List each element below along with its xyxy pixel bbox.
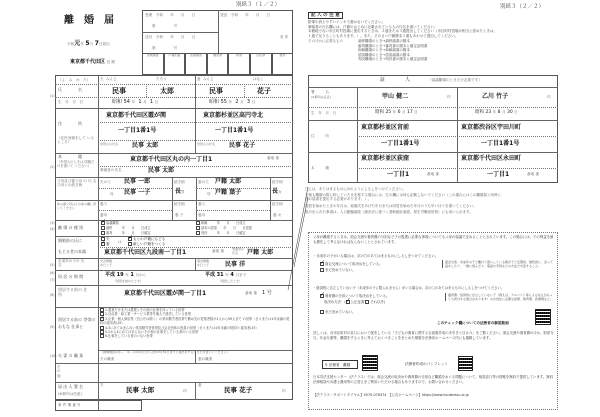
divorce-type-option[interactable]: 審判 年 月 日確定 <box>101 231 151 235</box>
label-name: 氏 名 <box>58 87 82 92</box>
minor-wife-label: 妻が親権を行う子 <box>197 259 210 267</box>
work-option[interactable]: ✓3.企業・個人商店等（官公庁は除く）の常用勤労者世帯で勤め先の従業者数が1人から99人まで の世帯（日々または1年未満の契約の雇用者は5） <box>100 317 292 326</box>
witness-birth-label: 生 年 月 日 <box>311 111 337 115</box>
sign-husband-tag: 夫 <box>100 383 104 387</box>
wife-mother[interactable]: 戸籍 葉子 <box>215 189 242 196</box>
adoptive-rel-w: 養 女 <box>273 213 282 217</box>
required-doc: 認諾離婚のとき→認諾調書の謄本 <box>358 52 410 57</box>
required-doc: 和解離婚のとき→和解調書の謄本 <box>358 48 410 53</box>
cohab-to-note: （別居したとき） <box>218 279 243 283</box>
section-marker: (1) <box>50 94 55 98</box>
husband-signature[interactable]: 民事 太郎 <box>126 386 155 394</box>
honseki-value: 東京都千代田区丸の内一丁目1 <box>130 156 213 163</box>
return-honseki: 東京都千代田区九段南一丁目1 <box>104 249 187 256</box>
required-doc: 調停離婚のとき→調停調書の謄本 <box>358 39 410 43</box>
adoptive-mother-w: 養母 <box>198 213 206 217</box>
after-note: 別の届書を提出する必要があります。）。 <box>305 197 372 202</box>
witness-title: 証 人 <box>380 77 411 83</box>
wife-last-name[interactable]: 民事 <box>209 87 223 95</box>
label-return: 婚姻前の氏に <box>58 238 82 243</box>
return-original-checkbox[interactable] <box>128 237 132 241</box>
office-cell: 記載調査 <box>185 53 207 75</box>
box-details: 詳しくは、各市区町村の窓口において配布している「子どもの養育に関する合意書作成の手引きとＱ＆Ａ」をご覧ください。面会交流や養育費のほか、財産分与、年金分割等、離婚をするときに考えておくべきことをまとめた情報を法務省ホームページ内にも掲載しています。 <box>313 331 554 340</box>
wife-relation-label: 続き柄 <box>272 180 283 184</box>
label-case-no: 事 件 簿 番 号 <box>58 403 81 407</box>
box-houterasu: 日本司法支援センター（法テラス）では、面会交流の取決めや養育費の分担など離婚をめぐる問題について、相談窓口等の情報を無料で提供しています。無料法律相談や弁護士費用等の立替えをご利用いただける場合もありますので、お問い合わせください。 <box>313 375 554 384</box>
wife-tag: 妻 <box>197 77 201 81</box>
section-marker: (6) <box>50 271 55 275</box>
witness-seal: 印 <box>547 95 551 99</box>
witness-honseki-line2[interactable]: 一丁目1 <box>487 171 510 178</box>
work-checkbox[interactable] <box>100 317 104 321</box>
divorce-type-checkbox[interactable] <box>101 221 105 225</box>
wife-first-name[interactable]: 花子 <box>257 87 271 95</box>
box-q2-note: 養育費：経済的に自立していない子（例えば、アルバイト等による収入があっても該当する場合があります）の衣食住に必要な経費、教育費、医療費など。 <box>445 293 554 301</box>
received-stamp: 受理 令和 年 月 日 <box>145 13 196 17</box>
sheet-label-1: 別紙３（１／２） <box>236 2 281 8</box>
work-option[interactable]: 4.3にあてはまらない常用勤労者世帯及び会社団体の役員の世帯（日々または1年未満の契約の 雇用者は5） <box>100 326 292 330</box>
box-q2: ・経済的に自立していない子（未成年の子に限られません）がいる場合は、次の□のあてはまるものにしるしをつけてください。 <box>313 286 505 290</box>
q2-notarized-checkbox[interactable] <box>346 300 350 304</box>
witness-address-line2[interactable]: 一丁目1番1号 <box>481 140 520 147</box>
minor-husband-label: 夫が親権を行う子 <box>100 259 113 267</box>
section-marker: (10) <box>50 354 57 358</box>
work-option[interactable]: 5.1から4にあてはまらないその他の仕事をしている者のいる世帯 <box>100 330 292 334</box>
witness-seal: 印 <box>447 95 451 99</box>
husband-first-name[interactable]: 太郎 <box>160 87 174 95</box>
q2-other-checkbox[interactable] <box>365 300 369 304</box>
return-head: 戸籍 太郎 <box>247 249 274 256</box>
filing-date: 令和元年 5月 7日届出 <box>67 40 110 47</box>
office-cell: 調査票 <box>207 53 229 75</box>
note-line: 筆頭者の氏名欄には、戸籍のはじめに記載されている人の氏名を書いてください。 <box>308 24 438 29</box>
return-head-label: 筆頭者の氏名 <box>232 247 245 255</box>
work-checkbox[interactable] <box>100 326 104 330</box>
wife-seal: 印 <box>282 389 286 393</box>
husband-seal: 印 <box>183 389 187 393</box>
minor-wife-child: 民事 洋 <box>225 261 246 268</box>
box-q1-options: ✓面会交流について取決めをしている。 まだ決めていない。 <box>320 261 383 273</box>
husband-father[interactable]: 民事 一郎 <box>124 178 151 185</box>
wife-household-head[interactable]: 民事 花子 <box>229 142 256 149</box>
witness-address-line1[interactable]: 東京都渋谷区宇田川町 <box>461 124 522 131</box>
section-marker: (9) <box>50 325 55 329</box>
office-cell: 住民票 <box>250 53 272 75</box>
wife-yomi-first[interactable]: はなこ <box>253 77 264 81</box>
prev-address-go: 1 号 <box>262 290 272 296</box>
adoptive-rel-label-h: 続き柄 <box>174 202 185 206</box>
divorce-type-checkbox[interactable] <box>101 226 105 230</box>
witness-honseki-line1[interactable]: 東京都杉並区荻窪 <box>361 155 410 162</box>
witness-honseki-line1[interactable]: 東京都千代田区永田町 <box>461 155 522 162</box>
label-birth: 生 年 月 日 <box>58 100 84 104</box>
prev-address-ban: 番地 番 <box>245 291 257 295</box>
husband-yomi-last[interactable]: みんじ <box>105 77 117 81</box>
sign-wife-tag: 妻 <box>198 383 202 387</box>
honseki-head-label: 筆頭者の氏名 <box>100 168 122 172</box>
office-cell: 附票 <box>228 53 250 75</box>
adoptive-rel-label-w: 続き柄 <box>272 202 283 206</box>
required-doc: 審判離婚のとき→審判書の謄本と確定証明書 <box>358 43 428 48</box>
label-cohab: 同 居 の 期 間 <box>58 274 84 279</box>
label-yomi: （よ み か た） <box>58 78 91 82</box>
after-note: 今後も離婚の際に称していた氏を称する場合には、左の欄には何も記載しないでください（この場合にはこの離婚届と同時に <box>305 193 501 198</box>
q2-undecided-checkbox[interactable] <box>320 310 324 314</box>
label-divorce-type: 離 婚 の 種 別 <box>58 225 84 230</box>
wife-relation-suffix: 女 <box>278 190 282 194</box>
q1-agreed-checkbox[interactable] <box>320 262 324 266</box>
prev-address: 東京都千代田区霞が関一丁目1 <box>124 290 207 297</box>
sent-no: 第 号 <box>152 46 178 50</box>
husband-address-line1[interactable]: 東京都千代田区霞が関 <box>106 112 167 119</box>
divorce-type-checkbox[interactable] <box>196 226 200 230</box>
ministry-qr-code[interactable] <box>362 355 378 371</box>
search-box[interactable]: ⚲ 法務省 離婚 <box>322 360 358 369</box>
work-option[interactable]: 6.仕事をしている者のいない世帯 <box>100 334 292 338</box>
note-line: １通で足りることもあります。）。また、そのさい戸籍謄本１通もあわせて提出してください。 <box>308 33 459 38</box>
q2-agreed-checkbox[interactable] <box>320 294 324 298</box>
label-other: その他 <box>57 365 61 378</box>
wife-relation[interactable]: 長 <box>272 188 279 195</box>
husband-household-head[interactable]: 民事 太郎 <box>132 142 159 149</box>
witness-honseki-line2[interactable]: 一丁目1 <box>387 171 410 178</box>
required-doc: 判決離婚のとき→判決書の謄本と確定証明書 <box>358 57 428 62</box>
return-new-checkbox[interactable] <box>128 242 132 246</box>
label-return-honseki: もどる者の本籍 <box>58 249 86 254</box>
divorce-type-option[interactable]: 請求の認諾 年 月 日認諾 <box>196 226 252 230</box>
after-note: 同居を始めたときの年月は、結婚式をあげた年月または同居を始めた年月のうち早いほうを書いてください。 <box>305 203 477 208</box>
section-marker: (3) <box>50 221 55 225</box>
after-note: 届け出られた事項は、人口動態調査（統計法に基づく基幹統計調査、厚生労働省所管）にも用いられます。 <box>305 209 473 214</box>
label-prev-addr: 別居する前の 住 所 <box>58 287 104 297</box>
pamphlet-qr-code[interactable] <box>458 356 473 371</box>
label-honseki: 本 籍 <box>58 154 82 159</box>
wife-birthdate[interactable]: 昭和 55 年 2 月 3 日 <box>209 99 256 105</box>
husband-address-line2[interactable]: 一丁目1番1号 <box>118 127 157 134</box>
divorce-type-option[interactable]: 和解 年 月 日成立 <box>196 221 246 225</box>
office-cell: 戸籍記載 <box>164 53 186 75</box>
divorce-type-checkbox[interactable] <box>196 231 200 235</box>
section-marker: (2) <box>50 165 55 169</box>
witness-birthdate[interactable]: 昭和 23 年 8 月 30 日 <box>475 110 518 115</box>
label-adoptive-note: 他の養父母はその他の欄に書いてください <box>57 202 97 210</box>
label-signer: 届 出 人 署 名 <box>58 384 84 389</box>
box-q1: ・未成年の子がいる場合は、次の□のあてはまるものにしるしをつけてください。 <box>313 254 439 258</box>
cohab-to: 平成 31 年 4 月まで <box>205 272 247 278</box>
received-no: 第 号 <box>152 24 178 28</box>
husband-household-head-label: 世帯主の氏名 <box>100 142 119 146</box>
note-line: 鉛筆や消えやすいインキで書かないでください。 <box>308 20 385 24</box>
section-marker: (7) <box>50 278 55 282</box>
witness-honseki-ban: 番地 番 <box>427 172 439 176</box>
office-cell: 書類調査 <box>142 53 164 75</box>
divorce-type-checkbox[interactable] <box>196 221 200 225</box>
section-marker: (4) <box>50 227 55 231</box>
box-q2-options: ✓養育費の分担について取決めをしている。 取決め方法：(✓ 公正証書 それ以外) まだ決めていない。 <box>320 293 389 315</box>
husband-birthdate[interactable]: 昭和 54 年 1 月 1 日 <box>112 99 159 105</box>
section-marker: (8) <box>50 293 55 297</box>
work-option[interactable]: 1.農業だけまたは農業とその他の仕事を持っている世帯 <box>100 308 292 312</box>
work-checkbox[interactable] <box>100 330 104 334</box>
work-option[interactable]: 2.自由業・商工業・サービス業等を個人で経営している世帯 <box>100 312 292 316</box>
husband-tag: 夫 <box>100 77 104 81</box>
wife-job-label[interactable]: 妻の職業 <box>198 357 213 361</box>
return-wa: は <box>118 240 122 244</box>
divorce-type-option[interactable]: 調停 年 月 日成立 <box>101 226 151 230</box>
required-label: そのほかに必要なもの <box>308 39 343 43</box>
after-note: □には、あてはまるものに☑のようにしるしをつけてください。 <box>305 187 406 191</box>
witness-title-note: （協議離婚のときだけ必要です） <box>428 78 482 82</box>
cohab-from-note: （同居を始めたとき） <box>113 279 144 283</box>
witness-sign-label: 署 名 <box>311 90 329 94</box>
honseki-head: 民事 太郎 <box>148 167 175 174</box>
adoptive-father-h: 養父 <box>100 202 108 206</box>
return-option: ✓もとの戸籍にもどる 新しい戸籍をつくる <box>128 237 165 247</box>
honseki-ban: 番地 番 <box>267 156 279 160</box>
label-parents: 父母及び養父母 の 氏 名 父母との続き柄 <box>57 179 97 188</box>
adoptive-mother-h: 養母 <box>100 213 108 217</box>
husband-relation-suffix: 男 <box>181 190 185 194</box>
sent-stamp: 送付 令和 年 月 日 <box>145 35 196 39</box>
dispatch-stamp: 発送 令和 年 月 日 <box>220 13 271 17</box>
box-q1-note: 面会交流：未成年の子と離れて暮らしている親が子と定期的、継続的に、会って話をしたり、一緒に遊んだり、電話や手紙などの方法で交流すること。 <box>442 260 554 268</box>
witness-honseki-ban: 番地 番 <box>527 172 539 176</box>
box-intro: 父母が離婚するときは、面会交流や養育費の分担など子の監護に必要な事項についても父母の協議で定めることとされています。この場合には、子の利益を最も優先して考えなければならないこととされています。 <box>313 235 554 244</box>
witness-birthdate[interactable]: 昭和 25 年 6 月 17 日 <box>375 110 418 115</box>
wife-signature[interactable]: 民事 花子 <box>224 386 253 394</box>
job-note: （国勢調査の年… 年…の4月1日から翌年3月31日までに届出をするときだけ書いてください） <box>100 350 230 354</box>
wife-address-line2[interactable]: 一丁目1番1号 <box>215 127 254 134</box>
label-address-note: （住民登録をして いるところ） <box>57 136 95 145</box>
divorce-type-option[interactable]: 判決 年 月 日確定 <box>196 231 246 235</box>
husband-last-name[interactable]: 民事 <box>112 87 126 95</box>
wife-father-label: 妻の父 <box>198 180 209 184</box>
label-honseki-note: （外国人のときは 国籍だけを書いて ください） <box>57 160 95 168</box>
husband-mother[interactable]: 民事 一子 <box>124 189 151 196</box>
q1-undecided-checkbox[interactable] <box>320 268 324 272</box>
witness-name[interactable]: 甲山 健二 <box>382 93 409 100</box>
note-line: 本籍地でない市区町村役場に提出するときは、２通または３通提出してください（市区町村役場が相当と認めたときは、 <box>308 29 497 34</box>
divorce-type-checkbox[interactable] <box>101 231 105 235</box>
chief-seal: 長 印 <box>280 35 289 39</box>
sheet-label-2: 別紙３（２／２） <box>500 4 545 10</box>
section-marker: (5) <box>50 263 55 267</box>
husband-relation-label: 続き柄 <box>174 180 185 184</box>
label-job: 夫 妻 の 職 業 <box>58 353 84 358</box>
notes-title: 記 入 の 注 意 <box>308 12 343 19</box>
husband-mother-label: 母 <box>110 192 114 196</box>
wife-yomi-last[interactable]: みんじ <box>202 77 214 81</box>
husband-relation[interactable]: 長 <box>175 188 182 195</box>
label-signer-note: (※押印は任意) <box>58 392 82 396</box>
witness-name[interactable]: 乙川 竹子 <box>482 93 509 100</box>
video-caption: このチェック欄についての法務省の解説動画 <box>437 321 509 325</box>
office-cell: 通知 <box>272 53 294 75</box>
return-who: 夫 ✓妻 <box>101 237 110 247</box>
witness-address-line1[interactable]: 東京都杉並区宮前 <box>361 124 410 131</box>
pamphlet-caption: 法務省作成のパンフレット <box>405 362 448 366</box>
work-checkbox[interactable] <box>100 308 104 312</box>
witness-sign-note: (※押印は任意) <box>311 95 331 99</box>
witness-address-line2[interactable]: 一丁目1番1号 <box>381 140 420 147</box>
search-icon: ⚲ <box>325 363 328 367</box>
label-address: 住 所 <box>58 121 82 126</box>
wife-mother-label: 母 <box>207 192 211 196</box>
wife-father[interactable]: 戸籍 太郎 <box>215 178 242 185</box>
husband-father-label: 夫の父 <box>100 180 111 184</box>
box-contact: 【法テラス・サポートダイヤル】0570-078374 【公式ホームページ】https://www.houterasu.or.jp <box>313 393 469 397</box>
adoptive-father-w: 養父 <box>198 202 206 206</box>
return-ban: 番地 番 <box>212 249 224 253</box>
work-checkbox[interactable] <box>100 334 104 338</box>
husband-job-label[interactable]: 夫の職業 <box>100 357 115 361</box>
label-work: 別居する前の 世帯のおもな 仕事と <box>58 317 96 329</box>
form-title: 離 婚 届 <box>64 15 114 26</box>
return-wife-checkbox[interactable] <box>101 242 105 246</box>
label-minor: 未成年の子の 氏 名 <box>58 259 99 268</box>
cohab-from: 平成 19 年 1 月から <box>105 272 147 278</box>
addressee: 東京都千代田区 長 殿 <box>70 59 115 65</box>
wife-household-head-label: 世帯主の氏名 <box>197 142 216 146</box>
witness-honseki-label: 本 籍 <box>311 166 329 170</box>
video-qr-code[interactable] <box>535 309 551 325</box>
adoptive-rel-h: 養 子 <box>175 213 184 217</box>
wife-address-line1[interactable]: 東京都杉並区高円寺北 <box>203 112 264 119</box>
divorce-type-option[interactable]: ✓協議離婚 <box>101 221 119 225</box>
witness-address-label: 住 所 <box>311 134 329 138</box>
husband-yomi-first[interactable]: たろう <box>156 77 167 81</box>
